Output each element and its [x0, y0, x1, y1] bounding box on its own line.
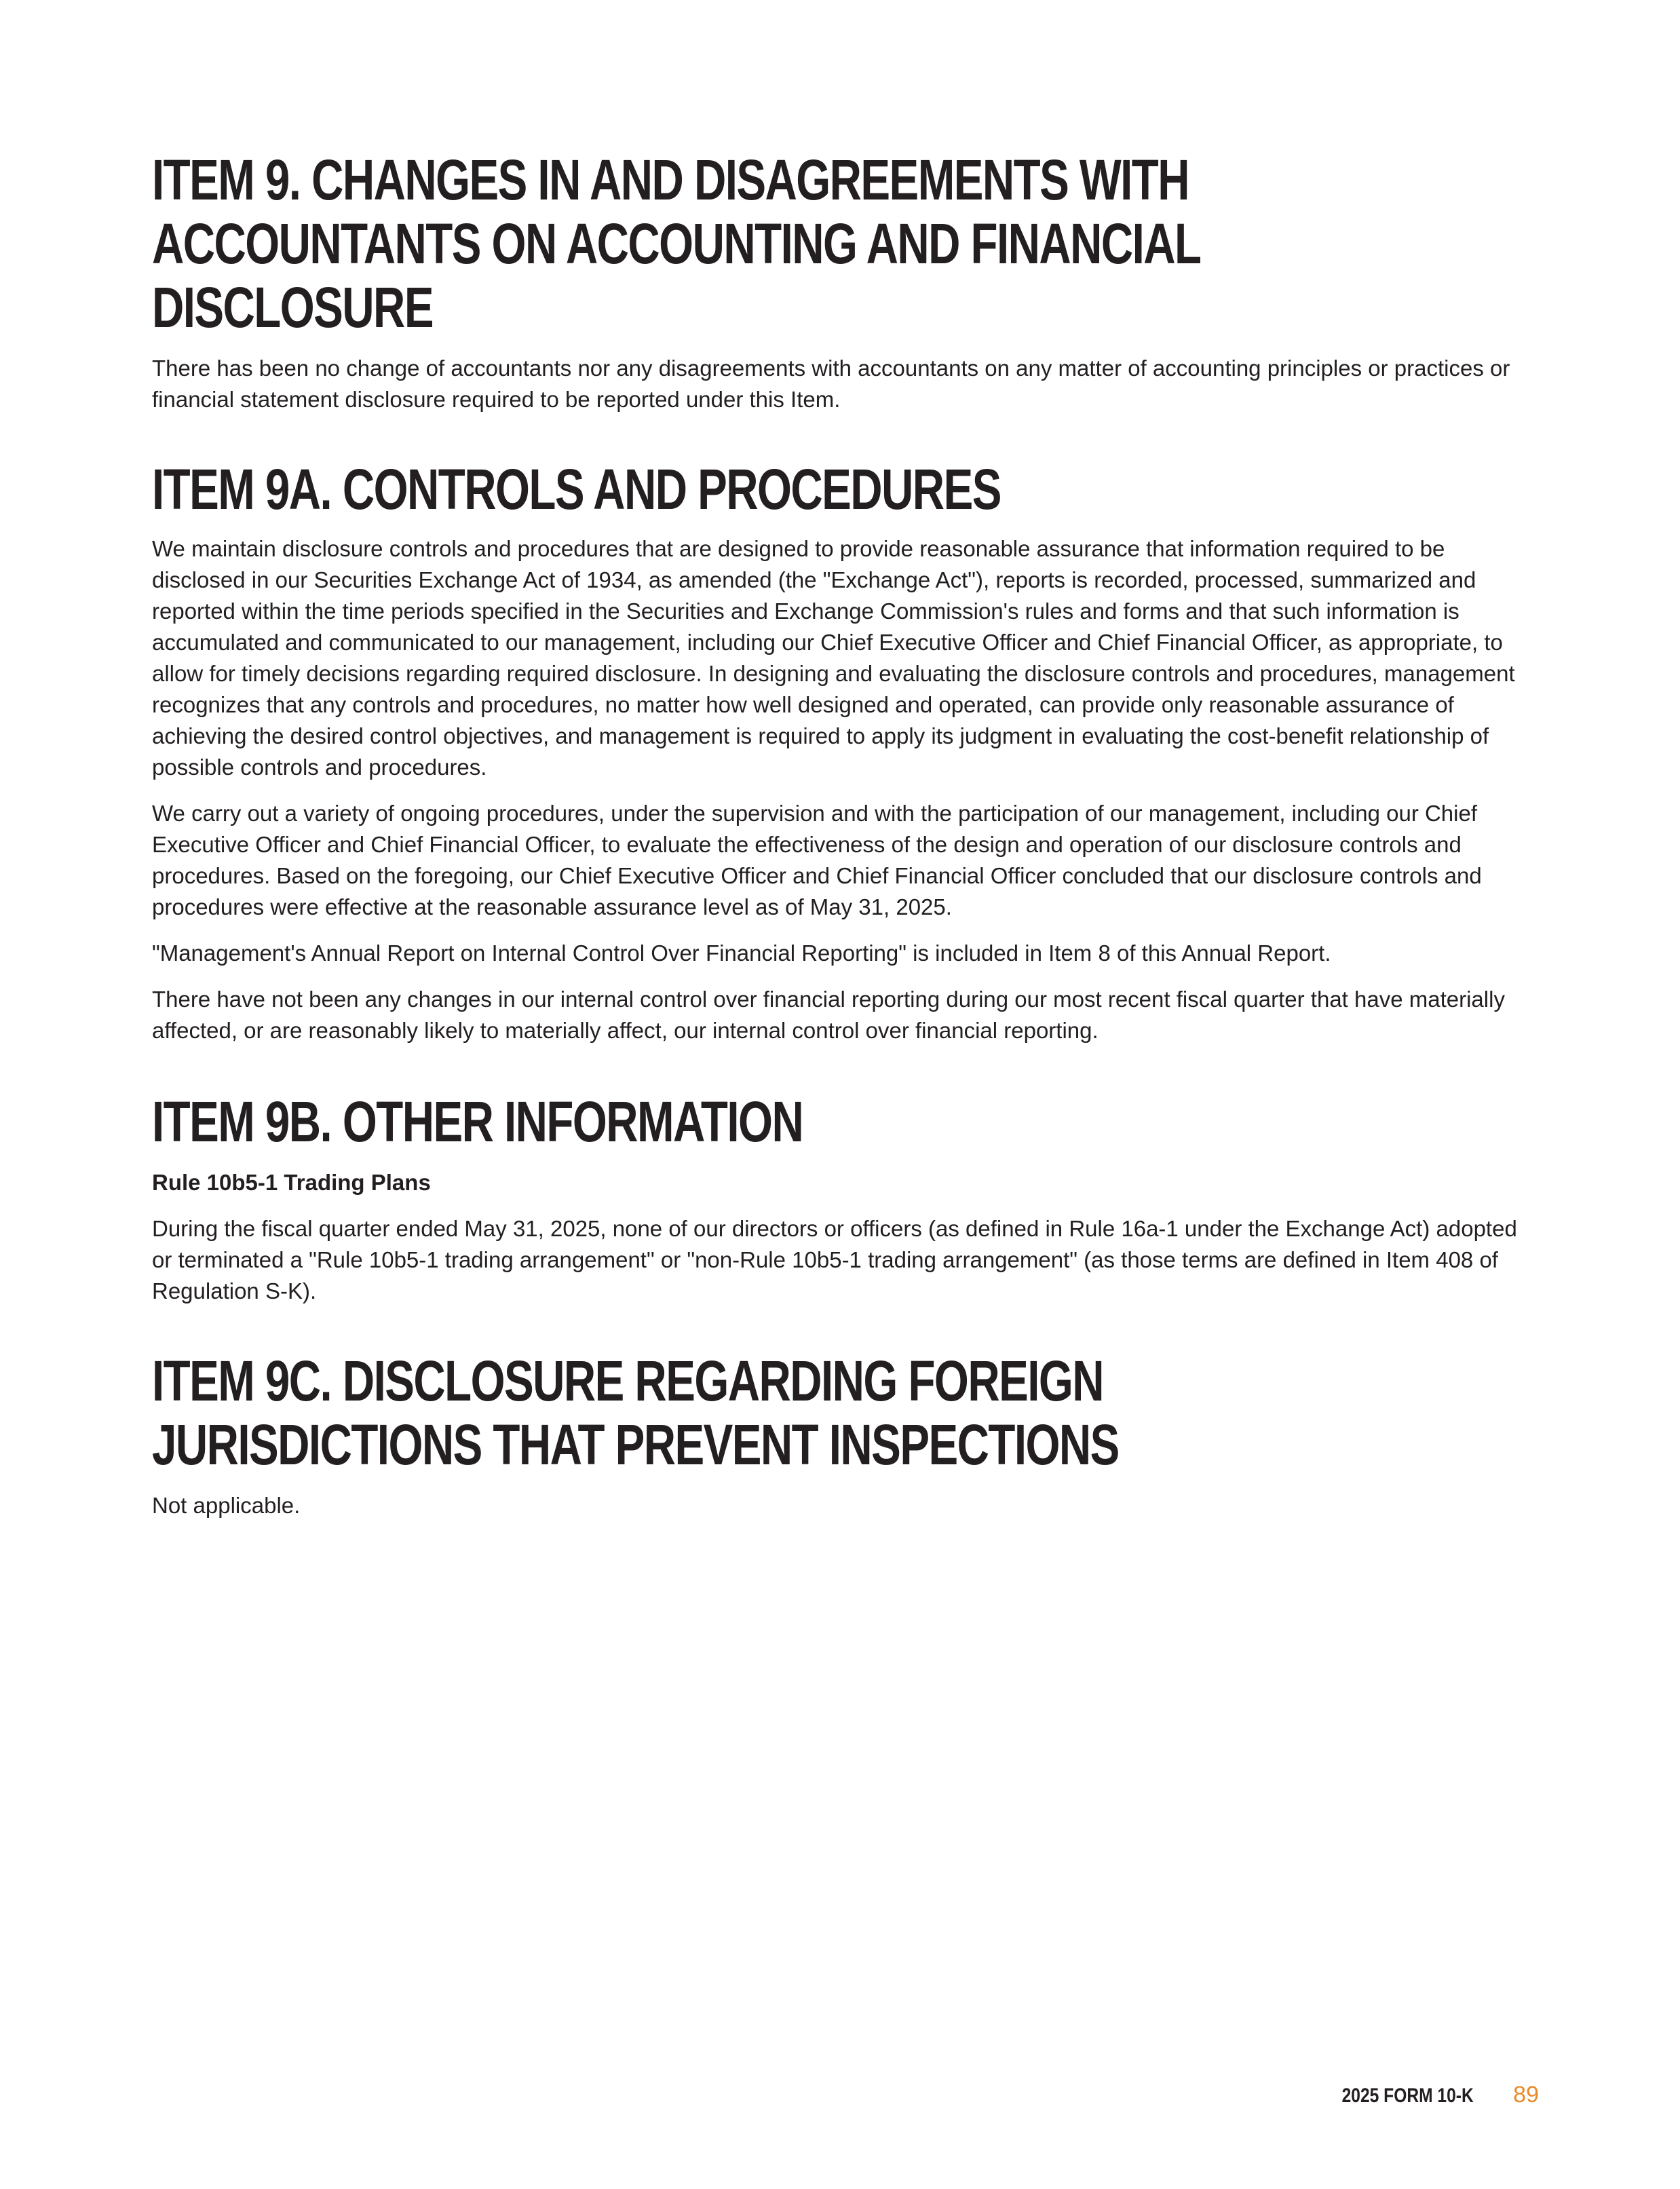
- item-9a-paragraph-3: "Management's Annual Report on Internal Control Over Financial Reporting" is included in Item 8 of this Annual Report.: [152, 940, 1331, 966]
- item-9b-paragraph-1: During the fiscal quarter ended May 31, 2025, none of our directors or officers (as defined in Rule 16a-1 under the Exchange Act) adopted or terminated a "Rule 10b5-1 trading arrangement" or "non-Rule 10b5-1 trading arrangement" (as those terms are defined in Item 408 of Regulation S-K).: [152, 1216, 1517, 1303]
- rule-10b5-1-subheading: Rule 10b5-1 Trading Plans: [152, 1170, 431, 1195]
- item-9c-paragraph-1: Not applicable.: [152, 1493, 301, 1518]
- document-page: [152, 142, 1529, 1521]
- footer-page-number: 89: [1513, 2082, 1539, 2108]
- item-9c-heading: ITEM 9C. DISCLOSURE REGARDING FOREIGN JURISDICTIONS THAT PREVENT INSPECTIONS: [152, 1349, 1119, 1477]
- item-9a-paragraph-1: We maintain disclosure controls and procedures that are designed to provide reasonable assurance that information required to be disclosed in our Securities Exchange Act of 1934, as amended (the "Exchange Act"), reports is recorded, processed, summarized and reported within the time periods specified in the Securities and Exchange Commission's rules and forms and that such information is accumulated and communicated to our management, including our Chief Executive Officer and Chief Financial Officer, as appropriate, to allow for timely decisions regarding required disclosure. In designing and evaluating the disclosure controls and procedures, management recognizes that any controls and procedures, no matter how well designed and operated, can provide only reasonable assurance of achieving the desired control objectives, and management is required to apply its judgment in evaluating the cost-benefit relationship of possible controls and procedures.: [152, 536, 1515, 780]
- page-footer: [1313, 2082, 1539, 2108]
- item-9-heading: ITEM 9. CHANGES IN AND DISAGREEMENTS WITH ACCOUNTANTS ON ACCOUNTING AND FINANCIAL DISCLOSURE: [152, 148, 1201, 339]
- item-9a-heading: ITEM 9A. CONTROLS AND PROCEDURES: [152, 457, 1001, 521]
- item-9a-paragraph-4: There have not been any changes in our internal control over financial reporting during our most recent fiscal quarter that have materially affected, or are reasonably likely to materially affect, our internal control over financial reporting.: [152, 987, 1505, 1043]
- item-9b-heading: ITEM 9B. OTHER INFORMATION: [152, 1090, 803, 1154]
- item-9a-paragraph-2: We carry out a variety of ongoing procedures, under the supervision and with the participation of our management, including our Chief Executive Officer and Chief Financial Officer, to evaluate the effectiveness of the design and operation of our disclosure controls and procedures. Based on the foregoing, our Chief Executive Officer and Chief Financial Officer concluded that our disclosure controls and procedures were effective at the reasonable assurance level as of May 31, 2025.: [152, 801, 1482, 919]
- item-9-paragraph-1: There has been no change of accountants nor any disagreements with accountants on any matter of accounting principles or practices or financial statement disclosure required to be reported under this Item.: [152, 356, 1510, 412]
- footer-form-label: 2025 FORM 10-K: [1342, 2085, 1474, 2107]
